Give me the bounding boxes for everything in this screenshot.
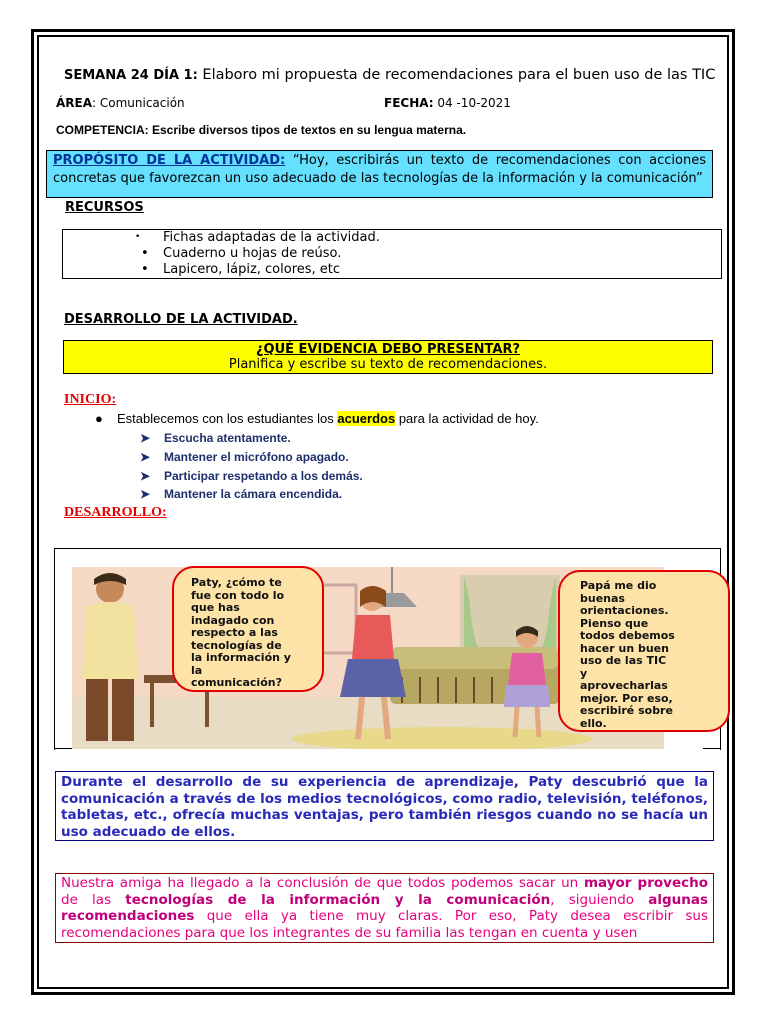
agreement-label: Participar respetando a los demás. xyxy=(164,469,363,483)
bubble-line: indagado con xyxy=(191,613,275,627)
list-item xyxy=(140,469,363,483)
bubble-line: escribiré sobre xyxy=(580,704,673,717)
bubble-line: ello. xyxy=(580,716,607,730)
area-line xyxy=(56,96,185,110)
evidencia-question: ¿QUÉ EVIDENCIA DEBO PRESENTAR? xyxy=(255,342,521,357)
bullet-icon: • xyxy=(135,232,141,242)
arrow-bullet-icon: ➤ xyxy=(140,431,151,445)
list-item xyxy=(135,230,380,245)
frame-corner xyxy=(703,748,721,749)
list-item xyxy=(140,487,342,501)
bubble-line: comunicación? xyxy=(191,676,282,689)
recurso-label: Fichas adaptadas de la actividad. xyxy=(163,230,380,245)
recursos-heading: RECURSOS xyxy=(65,200,144,215)
area-value: : Comunicación xyxy=(92,96,185,110)
bubble-line: Paty, ¿cómo te xyxy=(191,576,282,589)
recursos-box xyxy=(62,229,722,279)
paragraph-bold: tecnologías de la información y la comunicación xyxy=(125,891,551,908)
list-item xyxy=(141,246,341,261)
frame-corner xyxy=(54,748,72,749)
bubble-line: orientaciones. xyxy=(580,604,669,617)
bubble-line: Pienso que xyxy=(580,616,649,630)
bubble-line: todos debemos xyxy=(580,629,675,642)
paragraph-text: , siguiendo xyxy=(550,891,649,908)
fecha-value: 04 -10-2021 xyxy=(437,96,511,110)
competencia-line: COMPETENCIA: Escribe diversos tipos de textos en su lengua materna. xyxy=(56,123,467,137)
evidencia-answer: Planifica y escribe su texto de recomendaciones. xyxy=(228,357,548,372)
bubble-line: la xyxy=(191,663,203,677)
bullet-icon: • xyxy=(141,262,149,277)
paragraph-text: que ella ya tiene muy claras. Por eso, Paty desea escribir sus recomendaciones para que los integrantes de su familia las tengan en cuenta y usen xyxy=(61,908,708,941)
bubble-line: respecto a las xyxy=(191,626,278,639)
bubble-line: tecnologías de xyxy=(191,638,282,652)
proposito-label: PROPÓSITO DE LA ACTIVIDAD: xyxy=(53,153,286,168)
paragraph-text: de las xyxy=(61,891,126,908)
agreement-label: Escucha atentamente. xyxy=(164,431,291,445)
proposito-text: “Hoy, escribirás un texto de recomendaciones con acciones concretas que favorezcan un uso adecuado de las tecnologías de la información y la comunicación” xyxy=(53,153,707,186)
area-label: ÁREA xyxy=(56,96,93,110)
inicio-heading: INICIO: xyxy=(64,392,117,407)
desarrollo-heading: DESARROLLO: xyxy=(64,505,167,520)
bubble-line: buenas xyxy=(580,591,625,605)
fecha-label: FECHA: xyxy=(384,96,434,110)
bubble-line: que has xyxy=(191,601,240,614)
desarrollo-actividad-heading: DESARROLLO DE LA ACTIVIDAD. xyxy=(64,312,298,327)
session-title xyxy=(64,67,715,83)
arrow-bullet-icon: ➤ xyxy=(140,450,151,464)
bubble-line: uso de las TIC xyxy=(580,654,667,667)
bullet-icon: ● xyxy=(95,411,103,426)
bullet-icon: • xyxy=(141,246,149,261)
proposito-box xyxy=(46,150,713,198)
list-item xyxy=(140,450,349,464)
bubble-line: Papá me dio xyxy=(580,579,657,592)
acuerdos-text: Establecemos con los estudiantes los xyxy=(117,411,338,426)
agreement-label: Mantener el micrófono apagado. xyxy=(164,450,349,464)
arrow-bullet-icon: ➤ xyxy=(140,487,151,501)
paty-discovery-paragraph: Durante el desarrollo de su experiencia de aprendizaje, Paty descubrió que la comunicación a través de los medios tecnológicos, como radio, televisión, teléfonos, tabletas, etc., ofrecía muchas ventajas, pero también riesgos cuando no se hacía un uso adecuado de ellos. xyxy=(55,771,714,841)
paragraph-text: Nuestra amiga ha llegado a la conclusión de que todos podemos sacar un xyxy=(61,875,584,891)
week-label: SEMANA 24 DÍA 1: xyxy=(64,68,198,83)
paragraph-bold: algunas recomendaciones xyxy=(61,891,709,924)
paragraph-bold: mayor provecho xyxy=(583,875,708,891)
recurso-label: Cuaderno u hojas de reúso. xyxy=(163,246,342,261)
bubble-line: aprovecharlas xyxy=(580,679,668,692)
bubble-line: y xyxy=(580,666,588,680)
list-item xyxy=(140,431,291,445)
list-item xyxy=(141,262,340,277)
acuerdos-intro xyxy=(95,411,539,426)
bubble-line: la información y xyxy=(191,651,291,664)
recurso-label: Lapicero, lápiz, colores, etc xyxy=(163,262,341,277)
title-text: Elaboro mi propuesta de recomendaciones para el buen uso de las TIC xyxy=(202,67,716,83)
evidencia-box xyxy=(63,340,713,374)
speech-bubble-mother xyxy=(172,566,324,692)
bubble-line: hacer un buen xyxy=(580,641,669,655)
fecha-line xyxy=(384,96,511,110)
speech-bubble-paty xyxy=(558,570,730,732)
arrow-bullet-icon: ➤ xyxy=(140,469,151,483)
bubble-line: fue con todo lo xyxy=(191,588,285,602)
acuerdos-highlight: acuerdos xyxy=(337,411,396,426)
conclusion-paragraph xyxy=(55,873,714,943)
acuerdos-text-end: para la actividad de hoy. xyxy=(395,411,539,426)
agreement-label: Mantener la cámara encendida. xyxy=(164,487,343,501)
bubble-line: mejor. Por eso, xyxy=(580,691,673,705)
